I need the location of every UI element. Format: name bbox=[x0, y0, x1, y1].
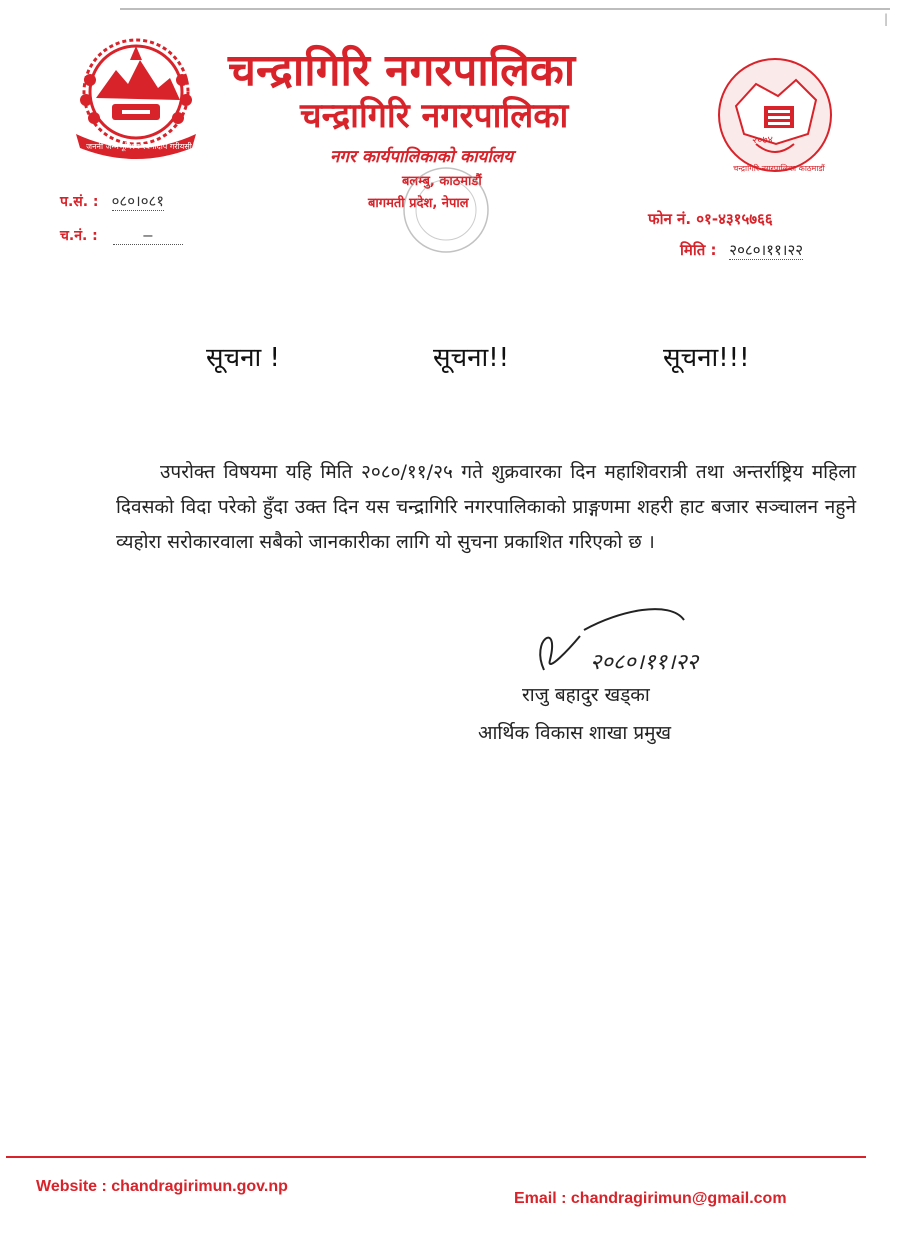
municipality-title: चन्द्रागिरि नगरपालिका bbox=[228, 45, 576, 96]
notice-body: उपरोक्त विषयमा यहि मिति २०८०/११/२५ गते शुक्रवारका दिन महाशिवरात्री तथा अन्तर्राष्ट्रिय महिला दिवसको विदा परेको हुँदा उक्त दिन यस चन्द्रागिरि नगरपालिकाको प्राङ्गणमा शहरी हाट बजार सञ्चालन नहुने व्यहोरा सरोकारवाला सबैको जानकारीका लागि यो सुचना प्रकाशित गरिएको छ । bbox=[116, 461, 856, 553]
email-link[interactable]: Email : chandragirimun@gmail.com bbox=[514, 1190, 787, 1207]
top-border-line bbox=[120, 8, 890, 10]
emblem-caption: जननी जन्मभूमिश्च स्वर्गादपि गरीयसी bbox=[86, 142, 192, 151]
office-name: नगर कार्यपालिकाको कार्यालय bbox=[330, 147, 514, 167]
signatory-designation: आर्थिक विकास शाखा प्रमुख bbox=[478, 722, 672, 744]
seal-year: २०७४ bbox=[752, 135, 773, 146]
municipality-seal-icon bbox=[716, 56, 834, 174]
seal-caption: चन्द्रागिरि नगरपालिका काठमाडौं bbox=[733, 164, 825, 173]
chalani-label: च.नं. : bbox=[60, 228, 98, 244]
address-line-1: बलम्बु, काठमाडौं bbox=[402, 174, 482, 189]
chalani-value: — bbox=[113, 226, 183, 245]
notice-heading-3: सूचना!!! bbox=[663, 343, 750, 373]
signatory-name: राजु बहादुर खड्का bbox=[522, 684, 650, 706]
date-label: मिति : bbox=[680, 241, 717, 259]
patra-sankhya-value: ०८०।०८१ bbox=[111, 192, 165, 210]
office-stamp-icon bbox=[380, 164, 520, 264]
footer-divider bbox=[6, 1156, 866, 1158]
address-line-2: बागमती प्रदेश, नेपाल bbox=[368, 196, 469, 211]
patra-sankhya-row bbox=[60, 191, 164, 211]
patra-sankhya-label: प.सं. : bbox=[60, 194, 99, 210]
notice-heading-1: सूचना ! bbox=[206, 343, 280, 373]
notice-heading-2: सूचना!! bbox=[433, 343, 510, 373]
date-row bbox=[680, 240, 803, 260]
signature-date: २०८०।११।२२ bbox=[590, 650, 699, 675]
edge-mark: | bbox=[884, 12, 889, 26]
phone-number: फोन नं. ०१-४३१५७६६ bbox=[648, 210, 773, 228]
website-link[interactable]: Website : chandragirimun.gov.np bbox=[36, 1178, 288, 1195]
chalani-row bbox=[60, 225, 183, 245]
municipality-title-secondary: चन्द्रागिरि नगरपालिका bbox=[300, 96, 569, 136]
date-value: २०८०।११।२२ bbox=[729, 241, 804, 259]
